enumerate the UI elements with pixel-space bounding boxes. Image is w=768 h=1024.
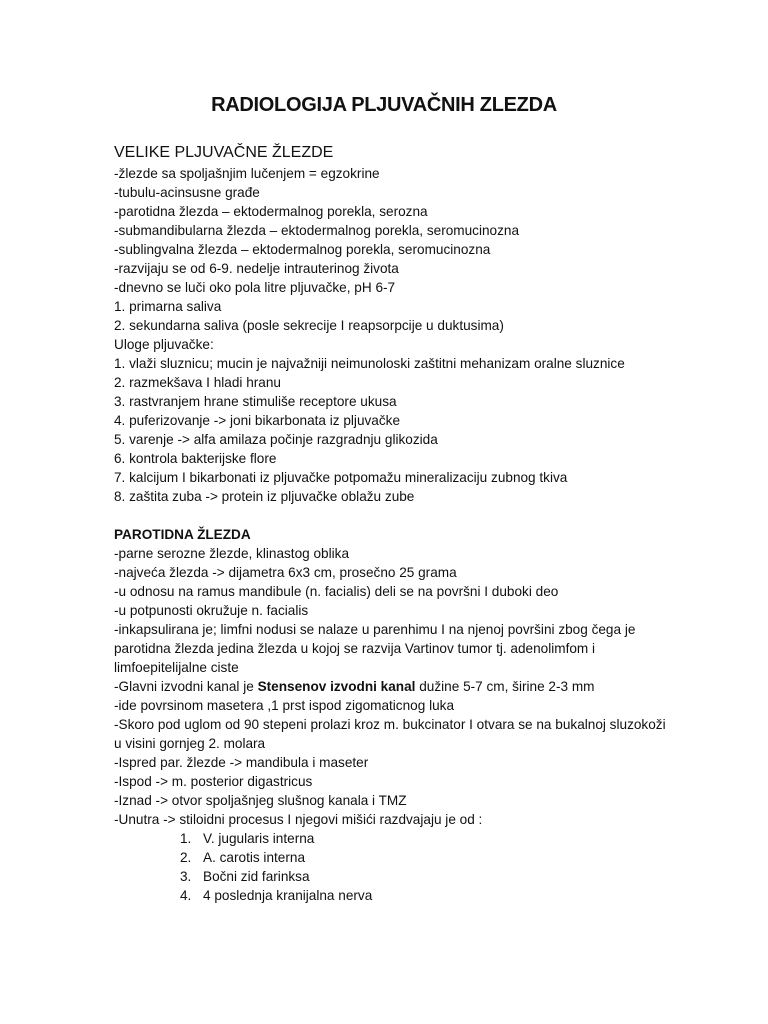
paragraph-skoro: -Skoro pod uglom od 90 stepeni prolazi kroz m. bukcinator I otvara se na bukalnoj sluzokoži u visini gornjeg 2. molara [114,717,666,751]
text-line: 1. primarna saliva [114,299,222,314]
text-line: -tubulu-acinsusne građe [114,185,260,200]
list-item [114,829,674,848]
text-line: -submandibularna žlezda – ektodermalnog porekla, seromucinozna [114,223,520,238]
list-item [114,886,674,905]
list-item [114,848,674,867]
text-line: 1. vlaži sluznicu; mucin je najvažniji neimunoloski zaštitni mehanizam oralne sluznice [114,356,625,371]
text-line: -parne serozne žlezde, klinastog oblika [114,546,350,561]
list-number: 2. [180,850,192,865]
text-line: -ide povrsinom masetera ,1 prst ispod zigomaticnog luka [114,698,455,713]
list-text: V. jugularis interna [203,831,315,846]
text-segment: -Glavni izvodni kanal je [114,679,258,694]
list-item [114,867,674,886]
text-line: -žlezde sa spoljašnjim lučenjem = egzokrine [114,166,380,181]
text-line: -sublingvalna žlezda – ektodermalnog porekla, seromucinozna [114,242,491,257]
text-line: -dnevno se luči oko pola litre pljuvačke, pH 6-7 [114,280,396,295]
text-line: 4. puferizovanje -> joni bikarbonata iz pljuvačke [114,413,401,428]
text-line: -Ispod -> m. posterior digastricus [114,774,313,789]
paragraph-inkapsulirana: -inkapsulirana je; limfni nodusi se nalaze u parenhimu I na njenoj površini zbog čega je parotidna žlezda jedina žlezda u kojoj se razvija Vartinov tumor tj. adenolimfom i limfoepitelijalne ciste [114,622,636,675]
numbered-sublist [114,829,674,905]
text-segment: dužine 5-7 cm, širine 2-3 mm [415,679,595,694]
text-line: 3. rastvranjem hrane stimuliše receptore ukusa [114,394,397,409]
text-line: 5. varenje -> alfa amilaza počinje razgradnju glikozida [114,432,438,447]
text-line: -parotidna žlezda – ektodermalnog porekla, serozna [114,204,428,219]
bold-term-stensenov: Stensenov izvodni kanal [257,679,416,694]
text-line: Uloge pljuvačke: [114,337,214,352]
section-spacer [114,506,674,525]
list-text: 4 poslednja kranijalna nerva [203,888,373,903]
list-text: A. carotis interna [203,850,305,865]
text-line: 7. kalcijum I bikarbonati iz pljuvačke potpomažu mineralizaciju zubnog tkiva [114,470,568,485]
text-line: -Unutra -> stiloidni procesus I njegovi mišići razdvajaju je od : [114,812,483,827]
list-number: 3. [180,869,192,884]
list-text: Bočni zid farinksa [203,869,310,884]
text-line-glavni-kanal [114,677,674,696]
list-number: 4. [180,888,192,903]
text-line: -najveća žlezda -> dijametra 6x3 cm, prosečno 25 grama [114,565,457,580]
text-line: -razvijaju se od 6-9. nedelje intrauterinog života [114,261,399,276]
text-line: -u odnosu na ramus mandibule (n. facialis) deli se na površni I duboki deo [114,584,559,599]
text-line: -Ispred par. žlezde -> mandibula i maseter [114,755,369,770]
section-heading-velike: VELIKE PLJUVAČNE ŽLEZDE [114,144,334,161]
list-number: 1. [180,831,192,846]
document-body [114,142,674,905]
section-heading-parotidna: PAROTIDNA ŽLEZDA [114,527,251,542]
text-line: 2. razmekšava I hladi hranu [114,375,281,390]
text-line: -Iznad -> otvor spoljašnjeg slušnog kanala i TMZ [114,793,407,808]
text-line: 6. kontrola bakterijske flore [114,451,277,466]
page-title: RADIOLOGIJA PLJUVAČNIH ZLEZDA [211,94,557,116]
text-line: 8. zaštita zuba -> protein iz pljuvačke oblažu zube [114,489,415,504]
text-line: -u potpunosti okružuje n. facialis [114,603,309,618]
text-line: 2. sekundarna saliva (posle sekrecije I reapsorpcije u duktusima) [114,318,504,333]
